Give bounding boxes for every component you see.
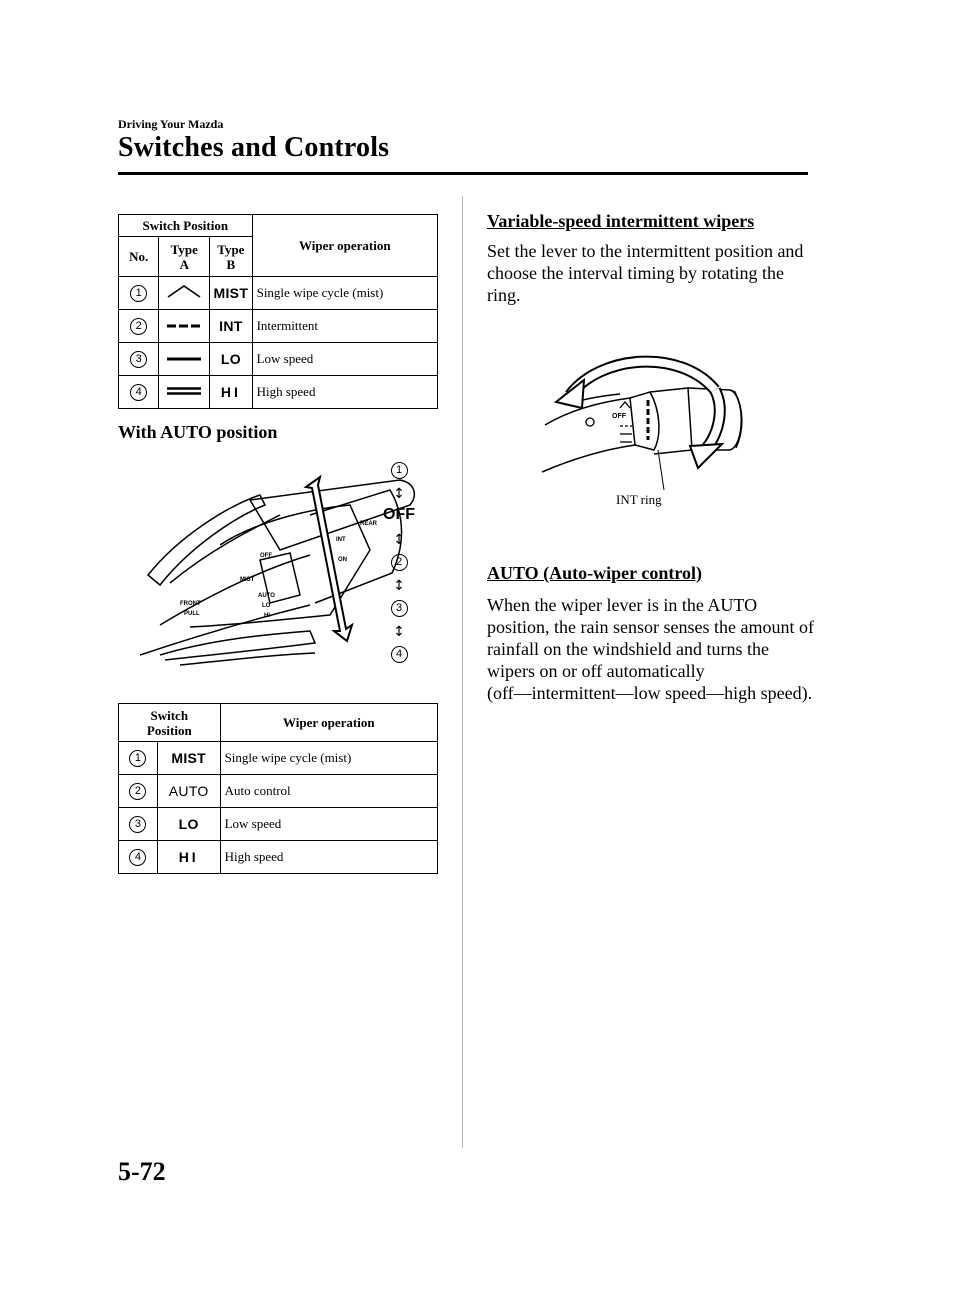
updown-arrow-icon: ↕ <box>393 578 405 594</box>
hi-symbol: HI <box>220 383 241 400</box>
position-marker: 1 <box>391 462 408 479</box>
operation-text: Auto control <box>220 775 437 808</box>
updown-arrow-icon: ↕ <box>393 486 405 502</box>
table-row <box>119 376 438 409</box>
header-wiper-operation: Wiper operation <box>220 704 437 742</box>
variable-speed-body: Set the lever to the intermittent position and choose the interval timing by rotating the ring. <box>487 241 804 305</box>
svg-text:PULL: PULL <box>184 611 200 617</box>
title-rule <box>118 172 808 175</box>
updown-arrow-icon: ↕ <box>393 532 405 548</box>
header-switch-position: Switch Position <box>119 215 253 237</box>
svg-text:OFF: OFF <box>612 413 626 420</box>
with-auto-heading: With AUTO position <box>118 422 278 442</box>
header-type-b: Type B <box>210 237 252 277</box>
operation-text: Single wipe cycle (mist) <box>220 742 437 775</box>
page-number: 5-72 <box>118 1157 166 1186</box>
operation-text: High speed <box>220 841 437 874</box>
int-symbol: INT <box>219 317 243 334</box>
table-row <box>119 841 438 874</box>
svg-text:HI: HI <box>264 613 270 619</box>
position-scale <box>384 460 414 666</box>
svg-text:FRONT: FRONT <box>180 601 201 607</box>
row-number: 1 <box>130 285 147 302</box>
mist-position-icon <box>159 277 210 310</box>
svg-text:INT: INT <box>336 537 346 543</box>
svg-text:AUTO: AUTO <box>258 593 275 599</box>
table-row <box>119 808 438 841</box>
lo-symbol: LO <box>178 815 199 832</box>
operation-text: High speed <box>252 376 437 409</box>
table-row <box>119 742 438 775</box>
row-number: 1 <box>129 750 146 767</box>
operation-text: Single wipe cycle (mist) <box>252 277 437 310</box>
variable-speed-heading: Variable-speed intermittent wipers <box>487 211 755 231</box>
mist-symbol: MIST <box>171 749 207 766</box>
operation-text: Intermittent <box>252 310 437 343</box>
position-marker: 4 <box>391 646 408 663</box>
updown-arrow-icon: ↕ <box>393 624 405 640</box>
svg-text:OFF: OFF <box>260 553 272 559</box>
lo-symbol: LO <box>220 350 241 367</box>
header-wiper-operation: Wiper operation <box>252 215 437 277</box>
row-number: 4 <box>129 849 146 866</box>
row-number: 3 <box>129 816 146 833</box>
row-number: 3 <box>130 351 147 368</box>
header-no: No. <box>119 237 159 277</box>
hi-symbol: HI <box>178 848 199 865</box>
wiper-table-type-ab <box>118 214 438 409</box>
row-number: 4 <box>130 384 147 401</box>
operation-text: Low speed <box>220 808 437 841</box>
column-divider <box>462 196 463 1148</box>
auto-control-heading: AUTO (Auto-wiper control) <box>487 563 702 583</box>
svg-text:REAR: REAR <box>360 521 378 527</box>
row-number: 2 <box>130 318 147 335</box>
auto-symbol: AUTO <box>168 782 209 799</box>
operation-text: Low speed <box>252 343 437 376</box>
page-title: Switches and Controls <box>118 132 390 163</box>
position-marker: 2 <box>391 554 408 571</box>
table-row <box>119 310 438 343</box>
intermittent-dashes-icon <box>159 310 210 343</box>
off-label: OFF <box>383 506 415 523</box>
row-number: 2 <box>129 783 146 800</box>
svg-text:MIST: MIST <box>240 577 255 583</box>
table-row <box>119 343 438 376</box>
header-type-a: Type A <box>159 237 210 277</box>
int-ring-label: INT ring <box>616 492 662 507</box>
auto-control-body: When the wiper lever is in the AUTO position, the rain sensor senses the amount of rainfall on the windshield and turns the wipers on or off automatically (off―intermittent―low speed―high speed). <box>487 595 814 703</box>
svg-text:LO: LO <box>262 603 271 609</box>
high-speed-lines-icon <box>159 376 210 409</box>
section-label: Driving Your Mazda <box>118 117 224 131</box>
low-speed-line-icon <box>159 343 210 376</box>
header-switch-position: Switch Position <box>119 704 221 742</box>
wiper-table-auto <box>118 703 438 874</box>
table-row <box>119 775 438 808</box>
int-ring-illustration <box>540 350 750 490</box>
mist-symbol: MIST <box>213 284 249 301</box>
table-row <box>119 277 438 310</box>
svg-text:ON: ON <box>338 557 347 563</box>
position-marker: 3 <box>391 600 408 617</box>
